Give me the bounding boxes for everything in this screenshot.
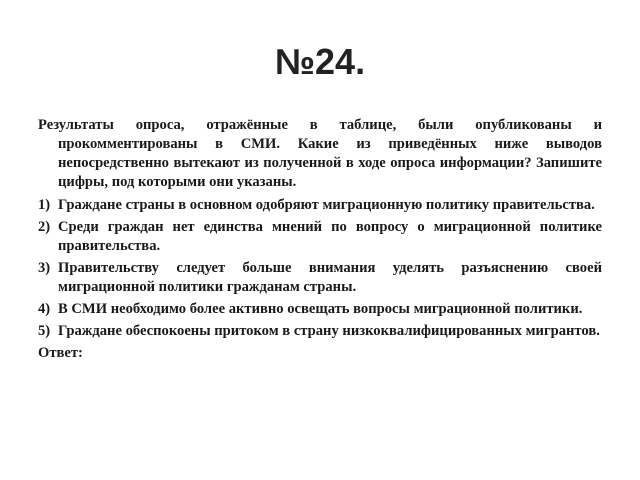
option-item-5 [38,322,602,341]
option-text: Правительству следует больше внимания уделять разъяснению своей миграционной политики гражданам страны. [58,260,602,295]
option-number: 1) [38,197,51,213]
option-text: Граждане страны в основном одобряют миграционную политику правительства. [58,197,595,213]
option-text: В СМИ необходимо более активно освещать вопросы миграционной политики. [58,301,583,317]
options-list [38,196,602,341]
option-item-1 [38,196,602,215]
task-content [38,116,602,363]
option-item-2 [38,218,602,256]
question-text: Результаты опроса, отражённые в таблице, были опубликованы и прокомментированы в СМИ. Какие из приведённых ниже выводов непосредственно вытекают из полученной в ходе опроса информации? Запишите цифры, под которыми они указаны. [38,117,602,190]
option-number: 5) [38,323,51,339]
option-number: 3) [38,260,51,276]
answer-label: Ответ: [38,345,83,361]
option-number: 2) [38,219,51,235]
option-number: 4) [38,301,51,317]
option-text: Граждане обеспокоены притоком в страну низкоквалифицированных мигрантов. [58,323,600,339]
option-text: Среди граждан нет единства мнений по вопросу о миграционной политике правительства. [58,219,602,254]
slide-title: №24. [274,41,366,82]
option-item-4 [38,300,602,319]
option-item-3 [38,259,602,297]
